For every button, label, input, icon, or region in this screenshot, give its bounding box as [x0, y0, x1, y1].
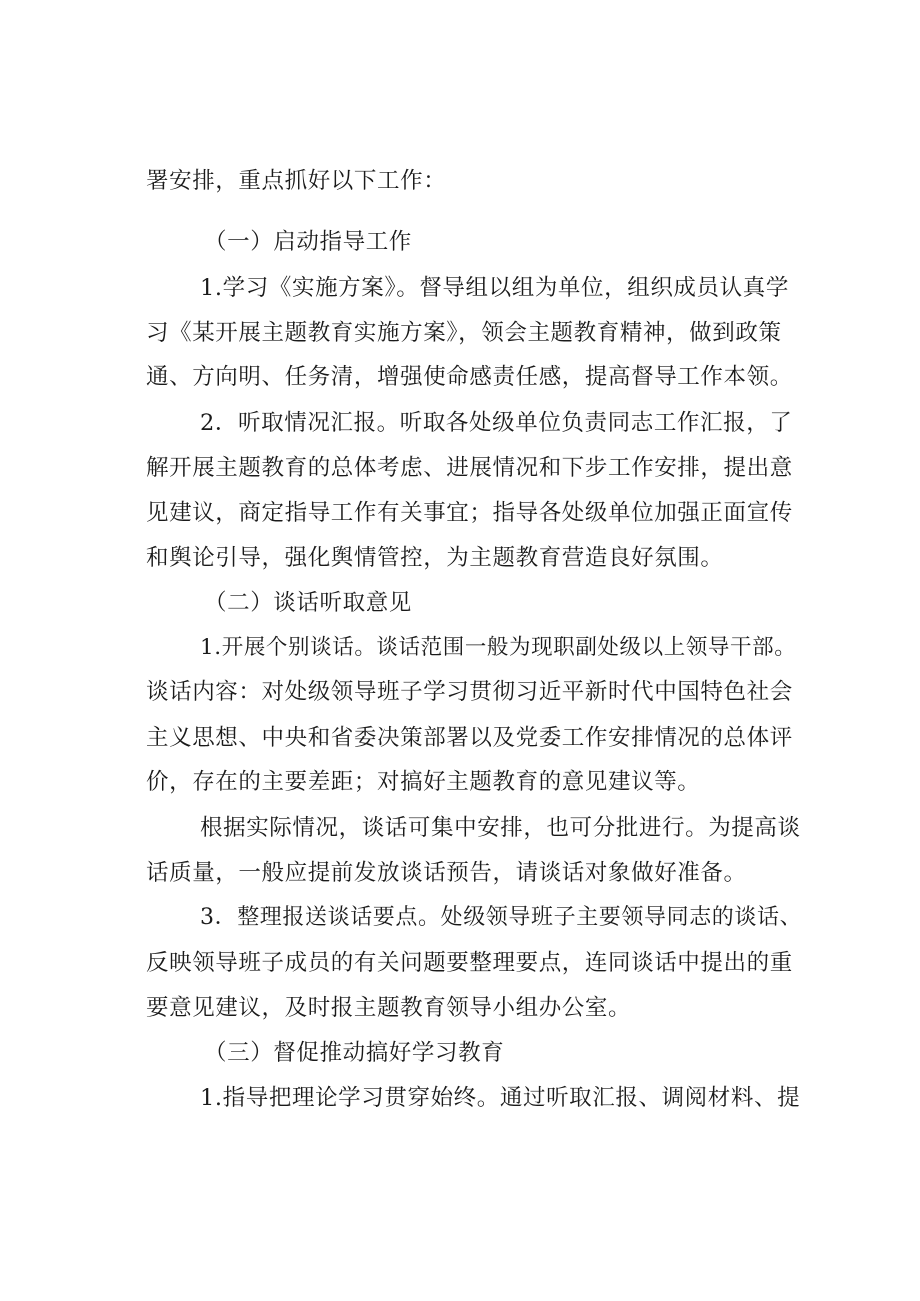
text-line: 通、方向明、任务清，增强使命感责任感，提高督导工作本领。	[146, 364, 793, 390]
text-line: 要意见建议，及时报主题教育领导小组办公室。	[146, 995, 632, 1021]
text-line: 话质量，一般应提前发放谈话预告，请谈话对象做好准备。	[146, 860, 747, 886]
text-line: 解开展主题教育的总体考虑、进展情况和下步工作安排，提出意	[146, 455, 793, 481]
text-line: 主义思想、中央和省委决策部署以及党委工作安排情况的总体评	[146, 725, 793, 751]
text-line: 习《某开展主题教育实施方案》，领会主题教育精神，做到政策	[146, 320, 782, 346]
text-line: 3．整理报送谈话要点。处级领导班子主要领导同志的谈话、	[200, 905, 803, 930]
section-heading: （一）启动指导工作	[204, 229, 412, 255]
text-line: 1.学习《实施方案》。督导组以组为单位，组织成员认真学	[200, 275, 789, 301]
text-line: 价，存在的主要差距；对搞好主题教育的意见建议等。	[146, 769, 701, 795]
text-line: 见建议，商定指导工作有关事宜；指导各处级单位加强正面宣传	[146, 500, 793, 526]
text-line: 署安排，重点抓好以下工作：	[146, 168, 447, 194]
text-line: 根据实际情况，谈话可集中安排，也可分批进行。为提高谈	[200, 815, 801, 841]
text-line: 1.指导把理论学习贯穿始终。通过听取汇报、调阅材料、提	[200, 1085, 801, 1111]
text-line: 和舆论引导，强化舆情管控，为主题教育营造良好氛围。	[146, 545, 724, 571]
section-heading: （二）谈话听取意见	[204, 590, 412, 616]
text-line: 谈话内容：对处级领导班子学习贯彻习近平新时代中国特色社会	[146, 679, 793, 705]
text-line: 1.开展个别谈话。谈话范围一般为现职副处级以上领导干部。	[200, 635, 797, 660]
text-line: 2．听取情况汇报。听取各处级单位负责同志工作汇报，了	[200, 410, 793, 436]
text-line: 反映领导班子成员的有关问题要整理要点，连同谈话中提出的重	[146, 950, 793, 976]
section-heading: （三）督促推动搞好学习教育	[204, 1040, 505, 1066]
